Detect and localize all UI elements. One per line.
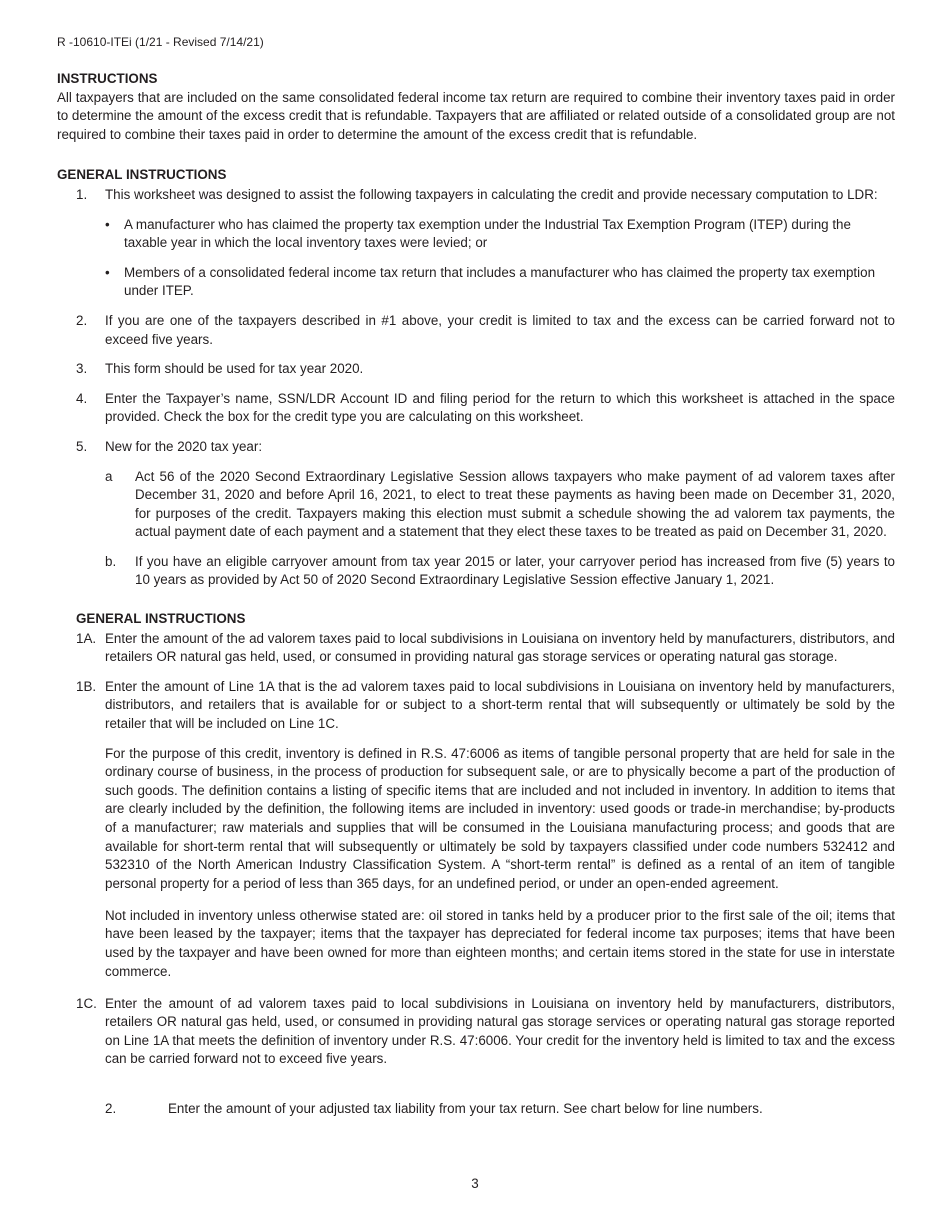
- instruction-item-2: [57, 312, 895, 349]
- line-instructions-heading: GENERAL INSTRUCTIONS: [76, 611, 246, 627]
- sub-item-label: b.: [105, 553, 117, 569]
- line-number: 1A.: [76, 630, 97, 646]
- bullet-text: A manufacturer who has claimed the property tax exemption under the Industrial Tax Exemption Program (ITEP) during the taxable year in which the local inventory taxes were levied; or: [124, 216, 851, 251]
- line-1c: [57, 995, 895, 1069]
- line-text: Enter the amount of Line 1A that is the ad valorem taxes paid to local subdivisions in Louisiana on inventory held by manufacturers, distributors, and retailers that is available for or subject to a short-term rental that will subsequently or ultimately be sold by the retailer that will be included on Line 1C.: [105, 678, 895, 732]
- bullet-icon: •: [105, 264, 110, 280]
- line-1b: [57, 678, 895, 734]
- sub-item-text: Act 56 of the 2020 Second Extraordinary Legislative Session allows taxpayers who make payment of ad valorem taxes after December 31, 2020 and before April 16, 2021, to elect to treat these payments as having been made on December 31, 2020, for purposes of the credit. Taxpayers making this election must submit a schedule showing the ad valorem tax payments, the actual payment date of each payment and a statement that they elect these taxes to be treated as paid on December 31, 2020.: [135, 468, 895, 540]
- bullet-text: Members of a consolidated federal income tax return that includes a manufacturer who has claimed the property tax exemption under ITEP.: [124, 264, 876, 299]
- page-content: [57, 70, 895, 1119]
- sub-item-text: If you have an eligible carryover amount from tax year 2015 or later, your carryover period has increased from five (5) years to 10 years as provided by Act 50 of 2020 Second Extraordinary Legislative Session effective January 1, 2021.: [135, 553, 895, 588]
- instruction-item-4: [57, 390, 895, 427]
- item-text: New for the 2020 tax year:: [105, 438, 263, 454]
- line-number: 1C.: [76, 995, 97, 1011]
- sub-item-a: [57, 468, 895, 542]
- item-text: If you are one of the taxpayers described in #1 above, your credit is limited to tax and the excess can be carried forward not to exceed five years.: [105, 312, 895, 347]
- item-text: This worksheet was designed to assist the following taxpayers in calculating the credit and provide necessary computation to LDR:: [105, 186, 878, 202]
- instructions-heading: INSTRUCTIONS: [57, 71, 158, 86]
- inventory-definition-paragraph: For the purpose of this credit, inventory is defined in R.S. 47:6006 as items of tangible personal property that are held for sale in the ordinary course of business, in the process of production for subsequent sale, or are to physically become a part of the production of such goods. The definition contains a listing of specific items that are included and not included in inventory. In addition to items that are clearly included by the definition, the following items are included in inventory: used goods or trade-in merchandise; by-products of a manufacturer; raw materials and supplies that will be consumed in the Louisiana manufacturing process; and goods that are available for short-term rental that will subsequently or ultimately be sold by taxpayers classified under code numbers 532412 and 532310 of the North American Industry Classification System. A “short-term rental” is defined as a rental of an item of tangible personal property for a period of less than 365 days, for an undefined period, or under an open-ended agreement.: [105, 745, 895, 891]
- line-1a: [57, 630, 895, 667]
- bullet-icon: •: [105, 216, 110, 232]
- item-number: 2.: [76, 312, 88, 328]
- sub-item-b: [57, 553, 895, 590]
- bullet-item: [57, 264, 895, 301]
- instruction-item-5: [57, 438, 895, 457]
- line-text: Enter the amount of your adjusted tax liability from your tax return. See chart below for line numbers.: [168, 1100, 763, 1116]
- instruction-item-3: [57, 360, 895, 379]
- bullet-item: [57, 216, 895, 253]
- item-number: 5.: [76, 438, 88, 454]
- inventory-exclusions-paragraph: Not included in inventory unless otherwise stated are: oil stored in tanks held by a producer prior to the first sale of the oil; items that have been leased by the taxpayer; items that the taxpayer has depreciated for federal income tax purposes; items that have been used by the taxpayer and have been owned for more than eighteen months; and certain items stored in the state for use in interstate commerce.: [105, 907, 895, 979]
- form-id: R -10610-ITEi (1/21 - Revised 7/14/21): [57, 35, 264, 49]
- item-number: 4.: [76, 390, 88, 406]
- line-2: [57, 1100, 895, 1119]
- general-instructions-heading: GENERAL INSTRUCTIONS: [57, 167, 227, 183]
- item-number: 1.: [76, 186, 88, 202]
- line-text: Enter the amount of ad valorem taxes paid to local subdivisions in Louisiana on inventory held by manufacturers, distributors, retailers OR natural gas held, used, or consumed in providing natural gas storage services or operating natural gas storage reported on Line 1A that meets the definition of inventory under R.S. 47:6006. Your credit for the inventory held is limited to tax and the excess can be carried forward not to exceed five years.: [105, 995, 895, 1067]
- item-number: 3.: [76, 361, 88, 377]
- item-text: This form should be used for tax year 2020.: [105, 361, 364, 377]
- line-number: 2.: [105, 1100, 117, 1116]
- item-text: Enter the Taxpayer’s name, SSN/LDR Account ID and filing period for the return to which this worksheet is attached in the space provided. Check the box for the credit type you are calculating on this worksheet.: [105, 390, 895, 425]
- line-text: Enter the amount of the ad valorem taxes paid to local subdivisions in Louisiana on inventory held by manufacturers, distributors, and retailers OR natural gas held, used, or consumed in providing natural gas storage services or operating natural gas storage.: [105, 630, 895, 665]
- page-number: 3: [471, 1176, 479, 1191]
- instructions-body: All taxpayers that are included on the same consolidated federal income tax return are required to combine their inventory taxes paid in order to determine the amount of the excess credit that is refundable. Taxpayers that are affiliated or related outside of a consolidated group are not required to combine their taxes paid in order to determine the amount of the excess credit that is refundable.: [57, 89, 895, 142]
- line-number: 1B.: [76, 678, 97, 694]
- sub-item-label: a: [105, 468, 113, 484]
- instruction-item-1: [57, 186, 895, 205]
